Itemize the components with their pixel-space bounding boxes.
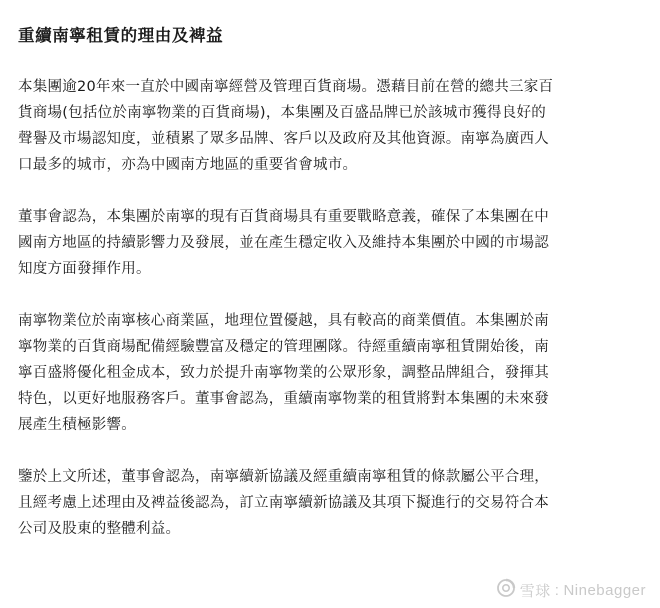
paragraph-line: 寧百盛將優化租金成本，致力於提升南寧物業的公眾形象，調整品牌組合，發揮其 [18, 365, 549, 381]
paragraph-line: 本集團逾20年來一直於中國南寧經營及管理百貨商場。憑藉目前在營的總共三家百 [18, 79, 554, 95]
section-title: 重續南寧租賃的理由及裨益 [18, 26, 224, 45]
paragraph-3 [18, 308, 646, 438]
paragraph-line: 口最多的城市，亦為中國南方地區的重要省會城市。 [18, 157, 358, 173]
watermark-brand: 雪球 [519, 582, 551, 600]
paragraph-4 [18, 464, 646, 542]
paragraph-line: 展產生積極影響。 [18, 417, 136, 433]
watermark [496, 578, 646, 602]
document-page [18, 24, 646, 542]
paragraph-line: 寧物業的百貨商場配備經驗豐富及穩定的管理團隊。待經重續南寧租賃開始後，南 [18, 339, 549, 355]
paragraph-line: 特色，以更好地服務客戶。董事會認為，重續南寧物業的租賃將對本集團的未來發 [18, 391, 549, 407]
paragraph-line: 貨商場(包括位於南寧物業的百貨商場)，本集團及百盛品牌已於該城市獲得良好的 [18, 105, 547, 121]
paragraph-line: 聲譽及市場認知度，並積累了眾多品牌、客戶以及政府及其他資源。南寧為廣西人 [18, 131, 549, 147]
snowball-logo-icon [496, 578, 516, 602]
paragraph-line: 國南方地區的持續影響力及發展，並在產生穩定收入及維持本集團於中國的市場認 [18, 235, 549, 251]
paragraph-line: 南寧物業位於南寧核心商業區，地理位置優越，具有較高的商業價值。本集團於南 [18, 313, 549, 329]
paragraph-line: 知度方面發揮作用。 [18, 261, 151, 277]
paragraph-line: 公司及股東的整體利益。 [18, 521, 181, 537]
paragraph-2 [18, 204, 646, 282]
watermark-user: Ninebagger [563, 581, 646, 599]
watermark-separator: : [554, 581, 560, 599]
paragraph-line: 董事會認為，本集團於南寧的現有百貨商場具有重要戰略意義，確保了本集團在中 [18, 209, 549, 225]
paragraph-1 [18, 74, 646, 178]
paragraph-line: 且經考慮上述理由及裨益後認為，訂立南寧續新協議及其項下擬進行的交易符合本 [18, 495, 549, 511]
paragraph-line: 鑒於上文所述，董事會認為，南寧續新協議及經重續南寧租賃的條款屬公平合理， [18, 469, 549, 485]
